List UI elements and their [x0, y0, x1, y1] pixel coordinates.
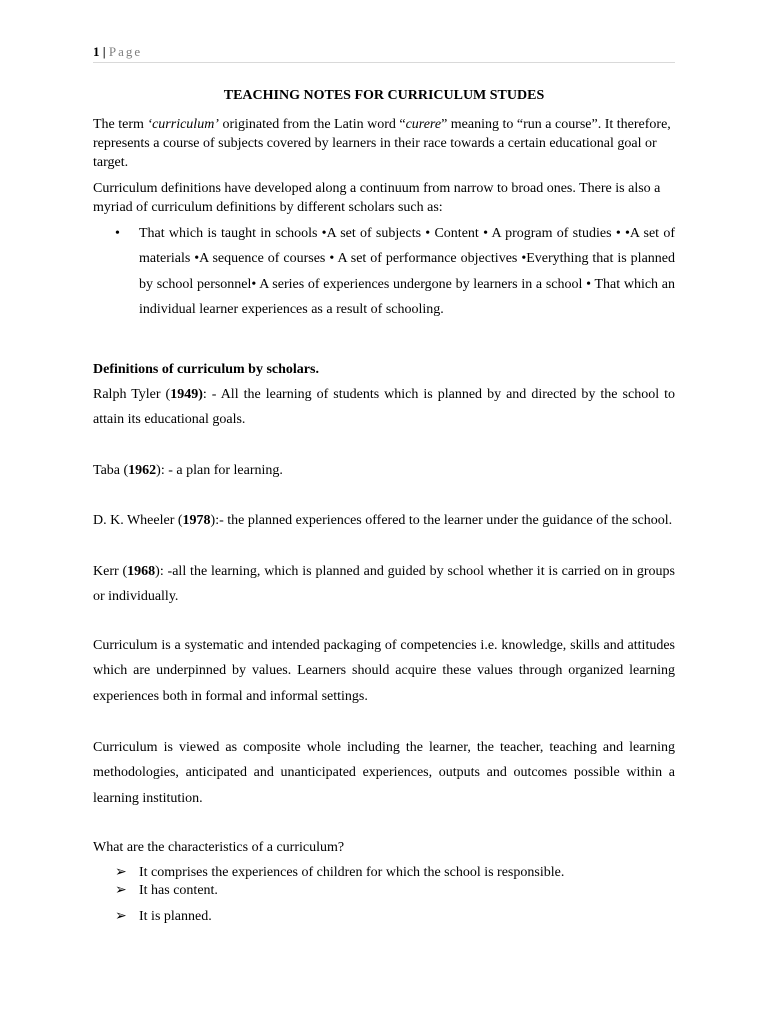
systematic-paragraph: Curriculum is a systematic and intended packaging of competencies i.e. knowledge, skills and attitudes which are underpinned by values. Learners should acquire these values through organized learning experiences both in formal and informal settings.: [93, 638, 675, 704]
list-item: ➢ It has content.: [115, 883, 218, 898]
definitions-bullet-list: [93, 221, 675, 322]
page-number: 1: [93, 44, 100, 59]
header-separator: |: [99, 44, 109, 59]
page-header: [93, 44, 675, 63]
characteristics-question: What are the characteristics of a curriculum?: [93, 840, 345, 855]
composite-paragraph: Curriculum is viewed as composite whole including the learner, the teacher, teaching and learning methodologies, anticipated and unanticipated experiences, outputs and outcomes possible within a learning institution.: [93, 740, 675, 806]
scholar-definition-wheeler: D. K. Wheeler (1978):- the planned experiences offered to the learner under the guidance of the school.: [93, 513, 673, 528]
definitions-intro-paragraph: Curriculum definitions have developed along a continuum from narrow to broad ones. There is also a myriad of curriculum definitions by different scholars such as:: [93, 181, 661, 215]
list-item: ➢ It is planned.: [115, 909, 212, 924]
latin-word: curere: [405, 117, 442, 132]
arrow-bullet-icon: ➢: [115, 883, 127, 898]
arrow-bullet-icon: ➢: [115, 865, 127, 880]
scholar-definition-taba: Taba (1962): - a plan for learning.: [93, 463, 283, 478]
document-title: TEACHING NOTES FOR CURRICULUM STUDES: [223, 88, 545, 103]
page-label: Page: [108, 44, 143, 59]
intro-paragraph: The term ‘curriculum’ originated from the Latin word “curere” meaning to “run a course”. It therefore, represents a course of subjects covered by learners in their race towards a certain educational goal or target.: [93, 117, 671, 170]
bullet-item: That which is taught in schools •A set of subjects • Content • A program of studies • •A set of materials •A sequence of courses • A set of performance objectives •Everything that is planned by school personnel• A series of experiences undergone by learners in a school • That which an individual learner experiences as a result of schooling.: [139, 226, 675, 317]
curriculum-term: ‘curriculum’: [147, 117, 219, 132]
scholar-definition-tyler: Ralph Tyler (1949): - All the learning of students which is planned by and directed by the school to attain its educational goals.: [93, 387, 675, 428]
scholars-heading: Definitions of curriculum by scholars.: [93, 362, 319, 377]
list-item: ➢ It comprises the experiences of children for which the school is responsible.: [115, 865, 565, 880]
arrow-bullet-icon: ➢: [115, 909, 127, 924]
scholar-definition-kerr: Kerr (1968): -all the learning, which is planned and guided by school whether it is carried on in groups or individually.: [93, 564, 675, 605]
bullet-marker: •: [115, 226, 120, 241]
